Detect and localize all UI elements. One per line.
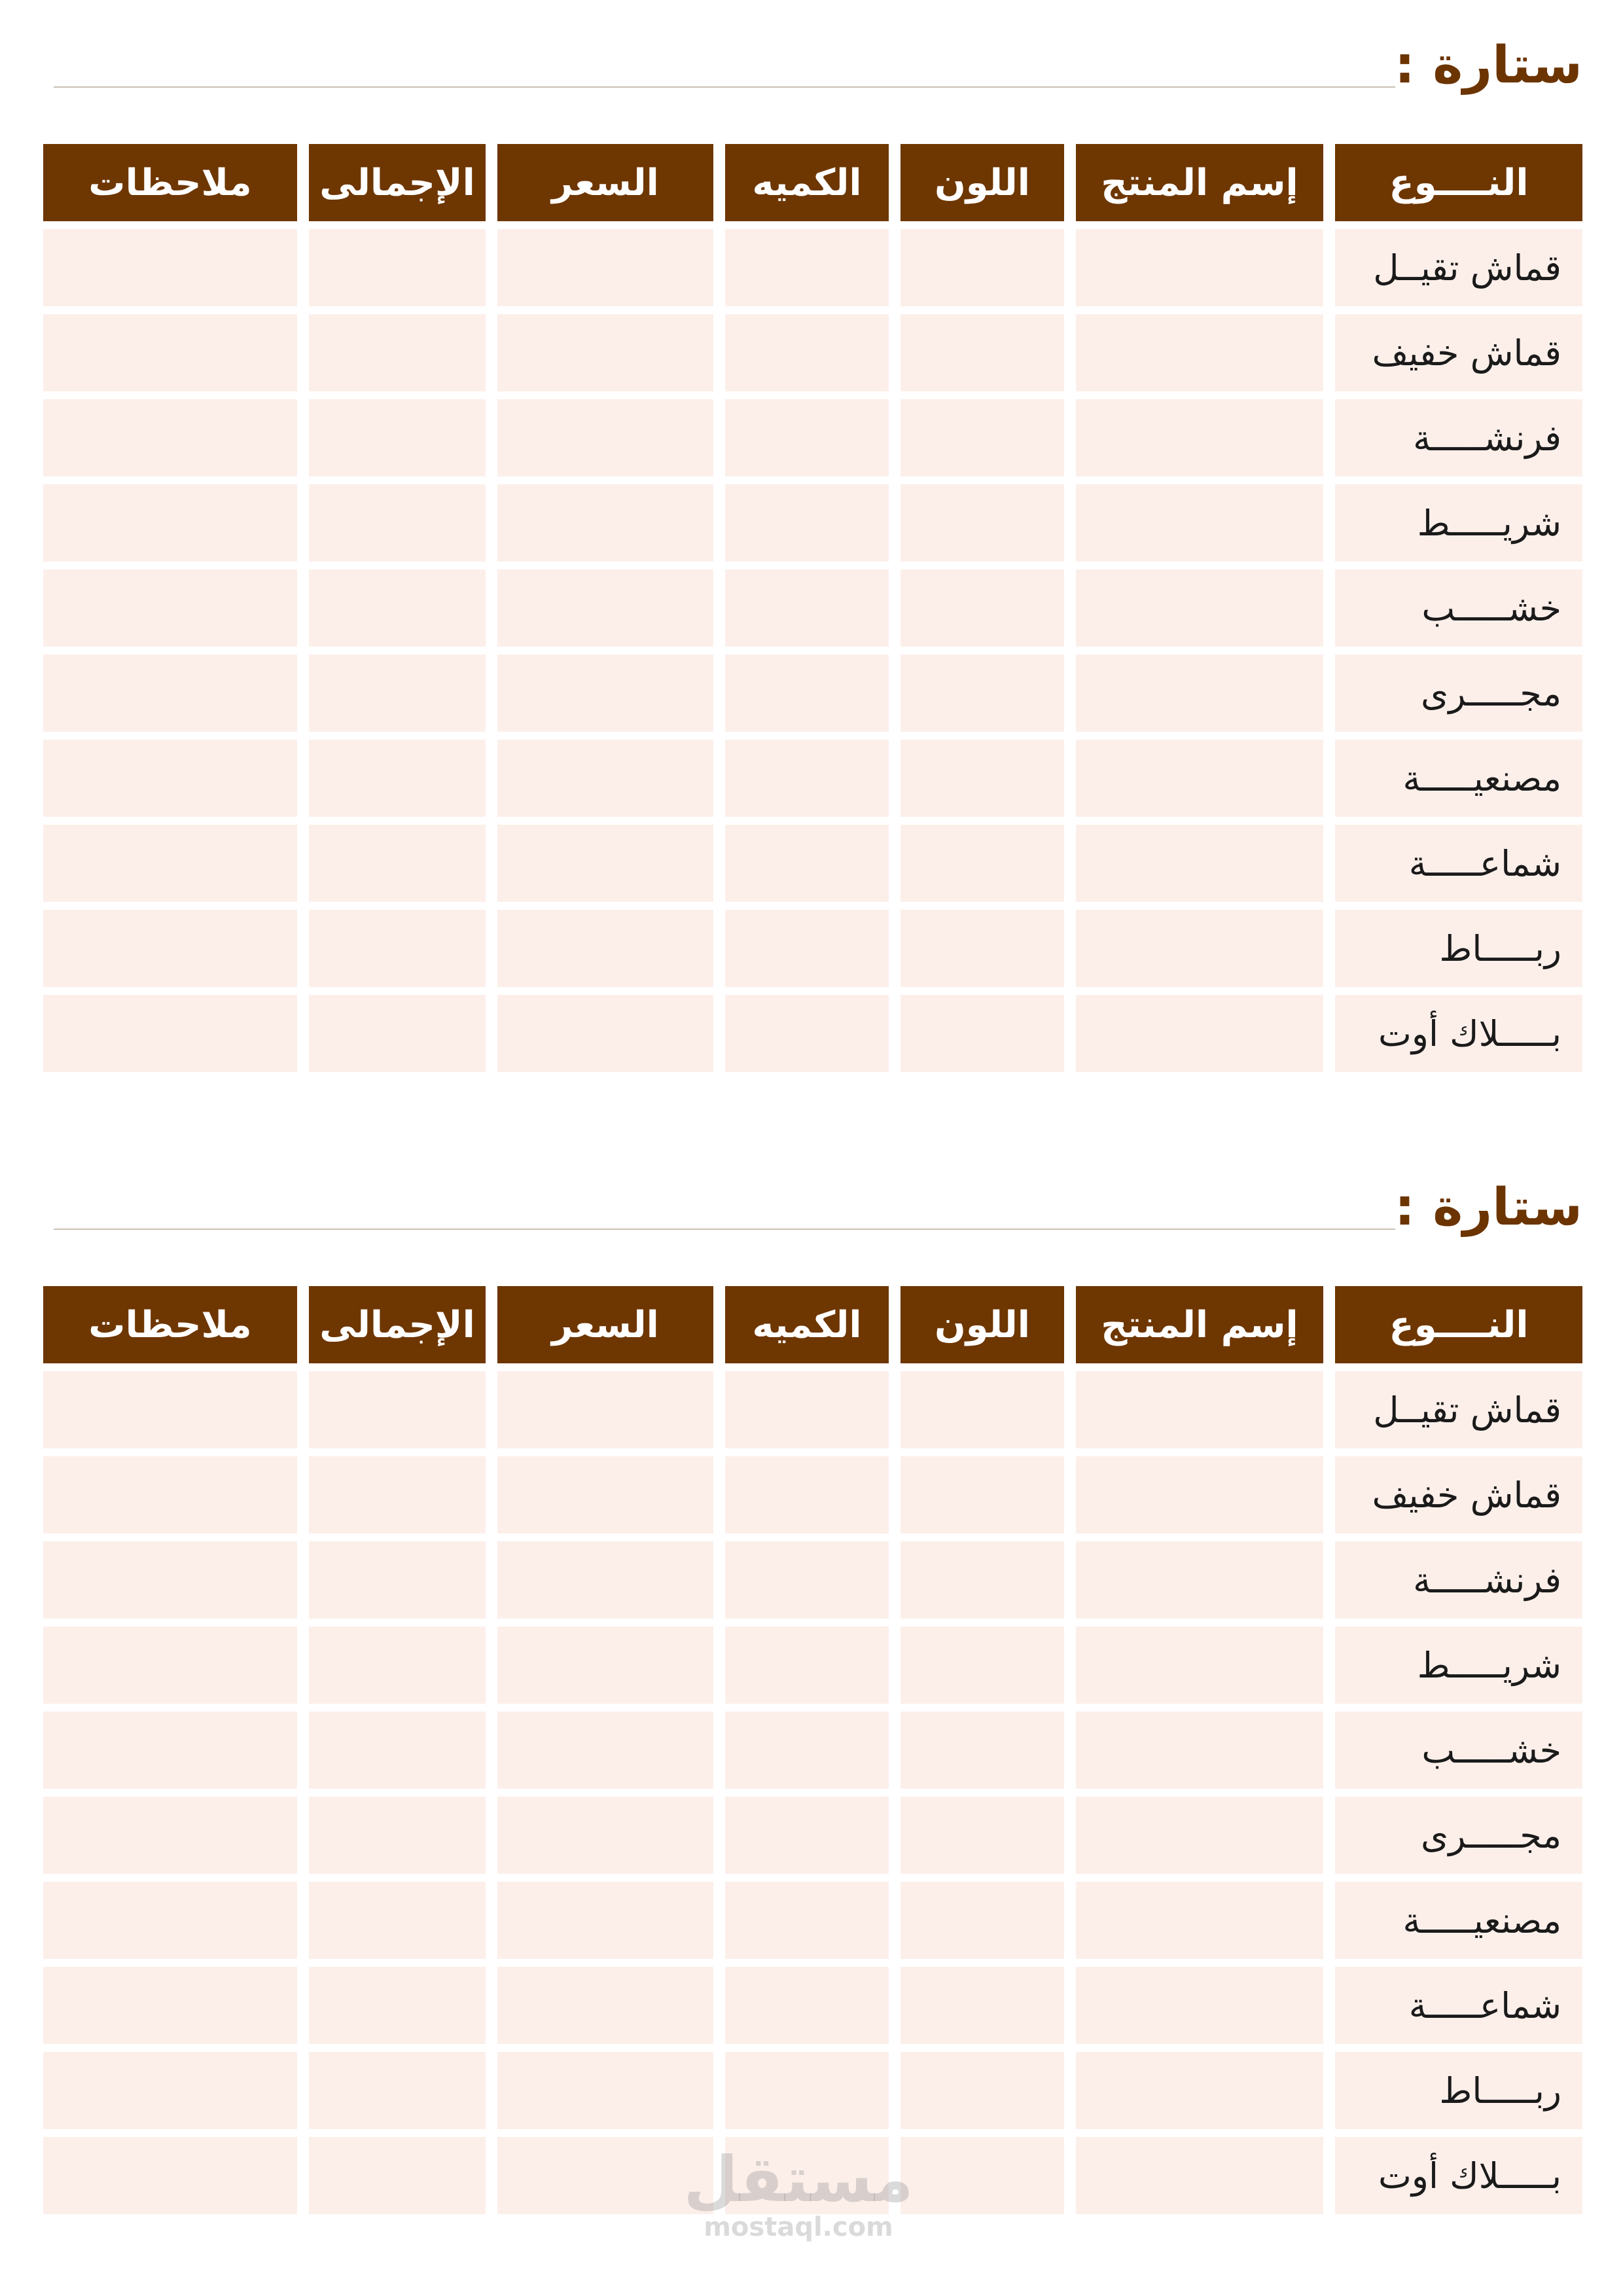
watermark-logo	[681, 2143, 916, 2242]
table-cell[interactable]	[901, 1712, 1064, 1789]
table-cell[interactable]	[901, 1371, 1064, 1448]
table-cell[interactable]	[309, 2137, 486, 2214]
table-cell[interactable]	[901, 1882, 1064, 1959]
table-cell[interactable]	[43, 1371, 297, 1448]
table-cell[interactable]	[309, 740, 486, 817]
table-cell[interactable]	[1076, 1371, 1323, 1448]
watermark-arabic: مستقل	[683, 2143, 914, 2216]
table-cell[interactable]	[309, 1626, 486, 1704]
table-cell[interactable]	[901, 2052, 1064, 2129]
table-cell[interactable]	[497, 229, 713, 306]
table-cell[interactable]	[309, 1882, 486, 1959]
table-cell[interactable]	[43, 995, 297, 1072]
table-cell[interactable]	[309, 825, 486, 902]
table-cell[interactable]	[497, 1797, 713, 1874]
table-cell[interactable]	[725, 399, 889, 476]
table-cell[interactable]	[725, 229, 889, 306]
table-cell[interactable]	[725, 910, 889, 987]
table-cell[interactable]	[1076, 1797, 1323, 1874]
row-label: قماش خفيف	[1335, 1456, 1582, 1534]
row-label: قماش تقيــل	[1335, 1371, 1582, 1448]
row-label: بـــــلاك أوت	[1335, 995, 1582, 1072]
table-cell[interactable]	[725, 740, 889, 817]
table-cell[interactable]	[43, 1797, 297, 1874]
table-cell[interactable]	[497, 740, 713, 817]
table-cell[interactable]	[901, 910, 1064, 987]
table-cell[interactable]	[901, 569, 1064, 647]
table-cell[interactable]	[901, 655, 1064, 732]
table-cell[interactable]	[901, 484, 1064, 562]
column-header: الإجمالى	[309, 144, 486, 221]
table-cell[interactable]	[725, 1712, 889, 1789]
table-cell[interactable]	[901, 1797, 1064, 1874]
table-cell[interactable]	[309, 1967, 486, 2044]
table-cell[interactable]	[497, 1541, 713, 1619]
table-cell[interactable]	[1076, 484, 1323, 562]
table-cell[interactable]	[309, 484, 486, 562]
row-label: شماعـــــة	[1335, 825, 1582, 902]
table-cell[interactable]	[1076, 1541, 1323, 1619]
table-cell[interactable]	[43, 825, 297, 902]
row-label: شريـــــط	[1335, 1626, 1582, 1704]
row-label: خشـــــب	[1335, 569, 1582, 647]
title-fill-line	[54, 86, 1395, 88]
column-header: إسم المنتج	[1076, 144, 1323, 221]
table-cell[interactable]	[725, 1541, 889, 1619]
table-cell[interactable]	[1076, 229, 1323, 306]
table-cell[interactable]	[309, 1712, 486, 1789]
table-cell[interactable]	[725, 314, 889, 391]
table-cell[interactable]	[1076, 2052, 1323, 2129]
table-cell[interactable]	[43, 229, 297, 306]
table-cell[interactable]	[901, 740, 1064, 817]
table-cell[interactable]	[901, 1456, 1064, 1534]
column-header: النــــوع	[1335, 1286, 1582, 1363]
table-cell[interactable]	[309, 1797, 486, 1874]
table-cell[interactable]	[901, 1967, 1064, 2044]
row-label: فرنشـــــة	[1335, 399, 1582, 476]
table-cell[interactable]	[1076, 569, 1323, 647]
table-cell[interactable]	[901, 314, 1064, 391]
table-cell[interactable]	[901, 825, 1064, 902]
table-cell[interactable]	[43, 910, 297, 987]
section-title-row	[41, 26, 1582, 111]
table-cell[interactable]	[901, 229, 1064, 306]
row-label: شريـــــط	[1335, 484, 1582, 562]
table-cell[interactable]	[725, 1797, 889, 1874]
column-header: الكميه	[725, 144, 889, 221]
table-cell[interactable]	[901, 995, 1064, 1072]
table-cell[interactable]	[1076, 1456, 1323, 1534]
row-label: بـــــلاك أوت	[1335, 2137, 1582, 2214]
table-cell[interactable]	[725, 484, 889, 562]
row-label: ربـــــاط	[1335, 910, 1582, 987]
table-cell[interactable]	[43, 655, 297, 732]
table-cell[interactable]	[901, 1626, 1064, 1704]
table-cell[interactable]	[43, 1626, 297, 1704]
table-cell[interactable]	[1076, 910, 1323, 987]
column-header: النــــوع	[1335, 144, 1582, 221]
column-header: اللون	[901, 1286, 1064, 1363]
table-cell[interactable]	[43, 740, 297, 817]
section-title-row	[41, 1168, 1582, 1253]
row-label: ربـــــاط	[1335, 2052, 1582, 2129]
table-cell[interactable]	[1076, 995, 1323, 1072]
table-cell[interactable]	[725, 2052, 889, 2129]
table-cell[interactable]	[497, 910, 713, 987]
table-cell[interactable]	[309, 569, 486, 647]
table-cell[interactable]	[497, 569, 713, 647]
table-cell[interactable]	[1076, 1967, 1323, 2044]
table-cell[interactable]	[1076, 1712, 1323, 1789]
table-cell[interactable]	[497, 1626, 713, 1704]
column-header: إسم المنتج	[1076, 1286, 1323, 1363]
order-table	[41, 144, 1582, 1072]
table-cell[interactable]	[1076, 1626, 1323, 1704]
table-cell[interactable]	[497, 1967, 713, 2044]
order-table	[41, 1286, 1582, 2214]
table-cell[interactable]	[497, 399, 713, 476]
table-cell[interactable]	[43, 1967, 297, 2044]
table-cell[interactable]	[725, 1882, 889, 1959]
table-cell[interactable]	[901, 1541, 1064, 1619]
table-cell[interactable]	[43, 1882, 297, 1959]
column-header: السعر	[497, 144, 713, 221]
table-cell[interactable]	[497, 314, 713, 391]
table-cell[interactable]	[497, 995, 713, 1072]
row-label: شماعـــــة	[1335, 1967, 1582, 2044]
table-cell[interactable]	[725, 1967, 889, 2044]
table-cell[interactable]	[497, 1456, 713, 1534]
table-cell[interactable]	[309, 1371, 486, 1448]
table-cell[interactable]	[497, 825, 713, 902]
table-cell[interactable]	[309, 1541, 486, 1619]
column-header: السعر	[497, 1286, 713, 1363]
section-title: ستارة :	[1394, 36, 1582, 95]
title-fill-line	[54, 1229, 1395, 1230]
watermark-latin: mostaql.com	[704, 2212, 893, 2242]
table-cell[interactable]	[309, 2052, 486, 2129]
table-cell[interactable]	[1076, 399, 1323, 476]
table-cell[interactable]	[725, 569, 889, 647]
table-cell[interactable]	[725, 995, 889, 1072]
row-label: مجـــــرى	[1335, 655, 1582, 732]
table-cell[interactable]	[309, 314, 486, 391]
table-cell[interactable]	[725, 655, 889, 732]
table-cell[interactable]	[43, 1712, 297, 1789]
table-cell[interactable]	[725, 1626, 889, 1704]
table-cell[interactable]	[309, 229, 486, 306]
table-cell[interactable]	[309, 399, 486, 476]
table-cell[interactable]	[309, 910, 486, 987]
table-cell[interactable]	[497, 1712, 713, 1789]
table-cell[interactable]	[43, 2052, 297, 2129]
table-cell[interactable]	[309, 995, 486, 1072]
table-cell[interactable]	[1076, 2137, 1323, 2214]
column-header: اللون	[901, 144, 1064, 221]
table-cell[interactable]	[1076, 740, 1323, 817]
row-label: مصنعيـــــة	[1335, 1882, 1582, 1959]
table-cell[interactable]	[309, 1456, 486, 1534]
table-cell[interactable]	[497, 484, 713, 562]
table-cell[interactable]	[497, 1371, 713, 1448]
row-label: قماش تقيــل	[1335, 229, 1582, 306]
table-cell[interactable]	[43, 399, 297, 476]
table-cell[interactable]	[309, 655, 486, 732]
table-cell[interactable]	[497, 655, 713, 732]
row-label: فرنشـــــة	[1335, 1541, 1582, 1619]
row-label: خشـــــب	[1335, 1712, 1582, 1789]
table-cell[interactable]	[725, 1456, 889, 1534]
table-cell[interactable]	[43, 314, 297, 391]
table-cell[interactable]	[1076, 1882, 1323, 1959]
column-header: ملاحظات	[43, 144, 297, 221]
table-cell[interactable]	[1076, 314, 1323, 391]
table-cell[interactable]	[43, 569, 297, 647]
table-cell[interactable]	[1076, 825, 1323, 902]
table-cell[interactable]	[43, 1456, 297, 1534]
table-cell[interactable]	[725, 825, 889, 902]
table-cell[interactable]	[1076, 655, 1323, 732]
section-title: ستارة :	[1394, 1178, 1582, 1237]
table-cell[interactable]	[43, 2137, 297, 2214]
table-cell[interactable]	[497, 1882, 713, 1959]
column-header: الكميه	[725, 1286, 889, 1363]
row-label: مجـــــرى	[1335, 1797, 1582, 1874]
table-cell[interactable]	[901, 399, 1064, 476]
table-cell[interactable]	[43, 484, 297, 562]
row-label: مصنعيـــــة	[1335, 740, 1582, 817]
table-cell[interactable]	[497, 2052, 713, 2129]
table-cell[interactable]	[725, 1371, 889, 1448]
table-cell[interactable]	[901, 2137, 1064, 2214]
table-cell[interactable]	[43, 1541, 297, 1619]
column-header: الإجمالى	[309, 1286, 486, 1363]
row-label: قماش خفيف	[1335, 314, 1582, 391]
column-header: ملاحظات	[43, 1286, 297, 1363]
